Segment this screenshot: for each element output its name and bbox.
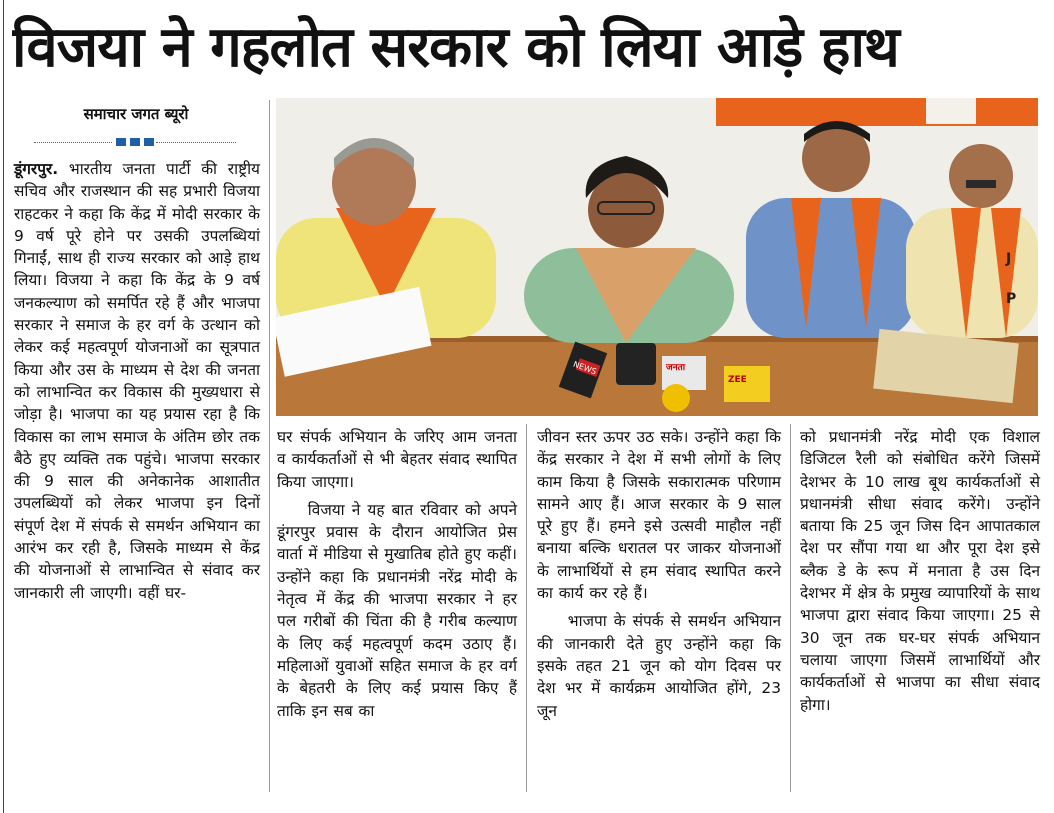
column-divider bbox=[790, 424, 791, 792]
paragraph: जीवन स्तर ऊपर उठ सके। उन्होंने कहा कि केंद्र सरकार ने देश में सभी लोगों के लिए काम किया है जिसके सकारात्मक परिणाम सामने आए हैं। आज सरकार के 9 साल पूरे हुए हैं। हमने इसे उत्सवी माहौल नहीं बनाया बल्कि धरातल पर जाकर योजनाओं के लाभार्थियों से हम संवाद स्थापित करने का कार्य कर रहे हैं। bbox=[537, 428, 781, 603]
mic-label: जनता bbox=[666, 363, 686, 373]
paragraph: को प्रधानमंत्री नरेंद्र मोदी एक विशाल डिजिटल रैली को संबोधित करेंगे जिसमें देशभर के 10 लाख बूथ कार्यकर्ताओं से प्रधानमंत्री सीधा संवाद करेंगे। उन्होंने बताया कि 25 जून जिस दिन आपातकाल देश पर सौंपा गया था और पूरा देश इसे ब्लैक डे के रूप में मनाता है उस दिन देशभर में क्षेत्र के प्रमुख व्यापारियों के साथ भाजपा द्वारा संवाद किया जाएगा। 25 से 30 जून तक घर-घर संपर्क अभियान चलाया जाएगा जिसमें लाभार्थियों और कार्यकर्ताओं से भाजपा का सीधा संवाद होगा। bbox=[800, 428, 1040, 714]
paragraph: भाजपा के संपर्क से समर्थन अभियान की जानकारी देते हुए उन्होंने कहा कि इसके तहत 21 जून को योग दिवस पर देश भर में कार्यक्रम आयोजित होंगे, 23 जून bbox=[537, 612, 781, 720]
byline-rule-left bbox=[34, 142, 112, 144]
article-column-3 bbox=[537, 426, 781, 722]
paragraph: घर संपर्क अभियान के जरिए आम जनता व कार्यकर्ताओं से भी बेहतर संवाद स्थापित किया जाएगा। bbox=[277, 428, 517, 491]
article-column-2 bbox=[277, 426, 517, 722]
banner bbox=[716, 98, 1038, 126]
article-column-4 bbox=[800, 426, 1040, 716]
page-border bbox=[3, 0, 4, 813]
byline-ornament bbox=[116, 138, 154, 146]
dateline: डूंगरपुर. bbox=[14, 160, 59, 178]
headline: विजया ने गहलोत सरकार को लिया आड़े हाथ bbox=[12, 15, 899, 80]
scarf-letter: J bbox=[1006, 251, 1012, 267]
mic-label: NEWS bbox=[571, 359, 598, 377]
column-divider bbox=[269, 100, 270, 792]
scarf-letter: P bbox=[1006, 291, 1017, 307]
photo-illustration bbox=[276, 98, 1038, 416]
mic-label: ZEE bbox=[728, 375, 747, 385]
paragraph: विजया ने यह बात रविवार को अपने डूंगरपुर प्रवास के दौरान आयोजित प्रेस वार्ता में मीडिया से मुखातिब होते हुए कहीं। उन्होंने कहा कि प्रधानमंत्री नरेंद्र मोदी के नेतृत्व में केंद्र की भाजपा सरकार ने हर पल गरीबों की चिंता की है गरीब कल्याण के लिए कई महत्वपूर्ण कदम उठाए हैं। महिलाओं युवाओं सहित समाज के हर वर्ग के बेहतरी के लिए कई प्रयास किए हैं ताकि इन सब का bbox=[277, 500, 517, 720]
column-divider bbox=[526, 424, 527, 792]
press-conference-photo bbox=[276, 98, 1038, 416]
article-column-1 bbox=[14, 158, 260, 604]
byline-rule-right bbox=[156, 142, 236, 144]
byline: समाचार जगत ब्यूरो bbox=[83, 105, 189, 123]
paragraph: भारतीय जनता पार्टी की राष्ट्रीय सचिव और राजस्थान की सह प्रभारी विजया राहटकर ने कहा कि केंद्र में मोदी सरकार के 9 वर्ष पूरे होने पर उसकी उपलब्धियां गिनाईं, साथ ही राज्य सरकार को आड़े हाथ लिया। विजया ने कहा कि केंद्र के 9 वर्ष जनकल्याण को समर्पित रहे हैं और भाजपा सरकार ने समाज के हर वर्ग के उत्थान को लेकर कई महत्वपूर्ण योजनाओं का सूत्रपात किया और उस के माध्यम से देश की जनता को लाभान्वित कर विकास की मुख्यधारा से जोड़ा है। भाजपा का यह प्रयास रहा है कि विकास का लाभ समाज के अंतिम छोर तक बैठे हुए व्यक्ति तक पहुंचे। भाजपा सरकार की 9 साल की अनेकानेक आशातीत उपलब्धियों को लेकर भाजपा इन दिनों संपूर्ण देश में संपर्क से समर्थन अभियान का आरंभ कर रही है, जिसके माध्यम से केंद्र की योजनाओं से लाभान्वित से संवाद कर जानकारी ली जाएगी। वहीं घर- bbox=[14, 160, 260, 602]
